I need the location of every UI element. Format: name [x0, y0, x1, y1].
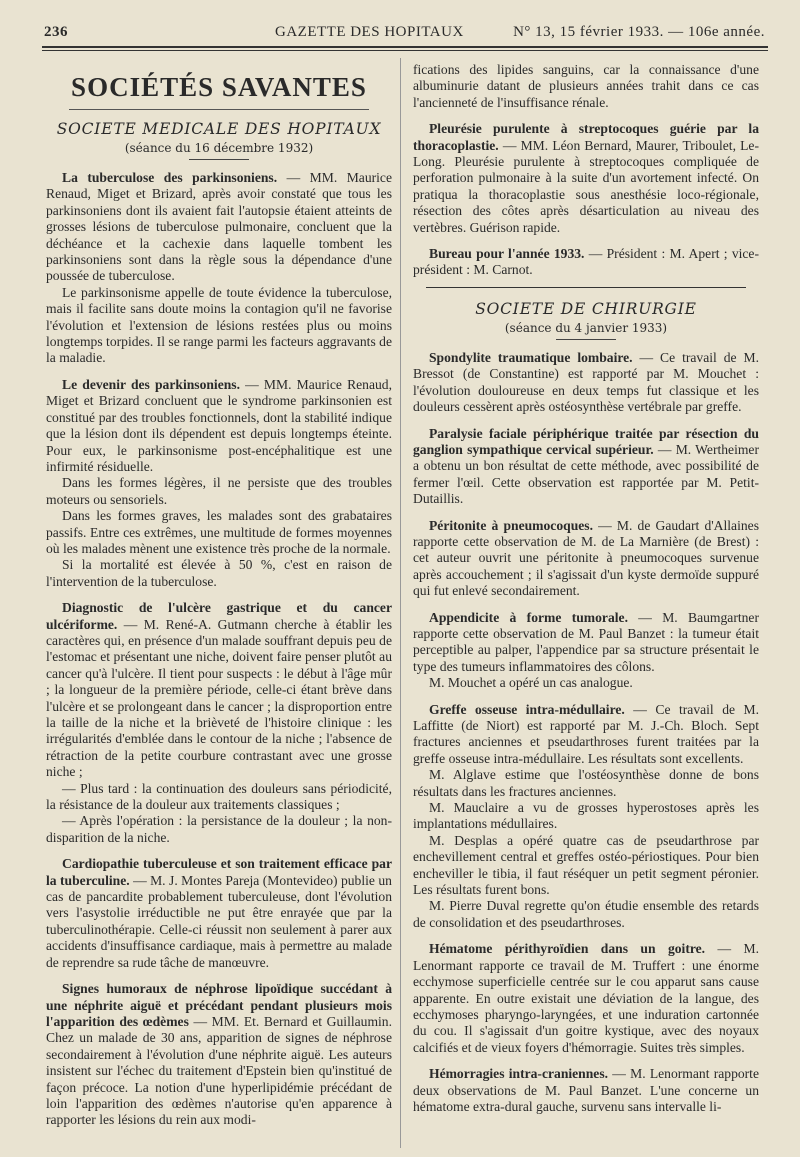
paragraph-title: Pleurésie purulente à streptocoques guérie par la thoracoplastie.	[413, 121, 759, 153]
header-rule-thin	[42, 50, 768, 51]
paragraph-text: Si la mortalité est élevée à 50 %, c'est en raison de l'intervention de la tuberculose.	[46, 557, 392, 589]
paragraph	[46, 781, 392, 814]
seance-date-2: (séance du 4 janvier 1933)	[504, 320, 668, 335]
paragraph-text: — MM. Maurice Renaud, Miget et Brizard concluent que le syndrome parkinsonien est constitué par des troubles fonctionnels, dont la stabilité indique que la lésion dont ils dépendent est depuis longtemps éteinte. Pour eux, le parkinsonisme post-encéphalitique est une infirmité résiduelle.	[46, 376, 392, 474]
paragraph	[46, 170, 392, 285]
paragraph	[413, 610, 759, 676]
paragraph	[46, 557, 392, 590]
paragraph-text: — M. Lenormant rapporte ce travail de M. Truffert : une énorme ecchymose superficielle centrée sur le cou apparut sans cause apparente. En outre existait une déviation de la langue, des ecchymoses pharyngo-laryngées, et une induration cartonnée du cou. Il s'agissait d'un goitre kystique, avec des noyaux calcifiés et de vieux foyers d'hémorragie. Suites très simples.	[413, 941, 759, 1055]
paragraph	[413, 518, 759, 600]
issue-info: N° 13, 15 février 1933. — 106e année.	[513, 24, 765, 40]
paragraph-title: Cardiopathie tuberculeuse et son traitement efficace par la tuberculine.	[46, 856, 392, 888]
paragraph-title: Péritonite à pneumocoques.	[429, 517, 593, 533]
paragraph-text: — M. de Gaudart d'Allaines rapporte cette observation de M. de La Marnière (de Brest) : cet auteur ouvrit une péritonite à pneumocoques survenue après accouchement ; il s'agissait d'un kyste dermoïde suppuré qui fut enlevé secondairement.	[413, 517, 759, 599]
paragraph	[413, 800, 759, 833]
society-title: SOCIETE MEDICALE DES HOPITAUX	[56, 120, 382, 138]
paragraph-text: — Président : M. Apert ; vice-président : M. Carnot.	[413, 246, 759, 278]
paragraph-text: — Après l'opération : la persistance de la douleur ; la non-disparition de la niche.	[46, 813, 392, 845]
section-rule	[69, 109, 369, 110]
paragraph-text: M. Alglave estime que l'ostéosynthèse donne de bons résultats dans les fractures anciennes.	[413, 767, 759, 799]
paragraph-text: — Plus tard : la continuation des douleurs sans périodicité, la résistance de la douleur aux traitements classiques ;	[46, 780, 392, 813]
paragraph	[413, 62, 759, 111]
paragraph-title: Hémorragies intra-craniennes.	[429, 1066, 609, 1082]
paragraph-text: M. Mouchet a opéré un cas analogue.	[429, 675, 633, 691]
seance-rule	[189, 159, 249, 160]
paragraph-text: Le parkinsonisme appelle de toute évidence la tuberculose, mais il facilite sans doute moins la contagion qu'il ne favorise l'évolution et l'extension de lésions restées plus ou moins longtemps torpides. Il se range parmi les facteurs aggravants de la maladie.	[46, 284, 392, 366]
left-column	[46, 62, 392, 1129]
right-top-paragraphs	[413, 62, 759, 279]
paragraph-title: Hématome périthyroïdien dans un goitre.	[429, 941, 706, 957]
paragraph-title: La tuberculose des parkinsoniens.	[62, 170, 278, 185]
paragraph-text: — MM. Et. Bernard et Guillaumin. Chez un malade de 30 ans, apparition de signes de néphrose secondairement à l'évolution d'une néphrite aiguë. Les auteurs insistent sur l'échec du traitement d'Epstein bien qu'institué de façon précoce. La notion d'une hyperlipidémie précédant de loin l'apparition des œdèmes n'autorise qu'en apparence à rapporter les lésions du rein aux modi-	[46, 1013, 392, 1128]
page-number: 236	[44, 24, 68, 40]
paragraph	[413, 1066, 759, 1115]
seance-rule-2	[556, 339, 616, 340]
paragraph	[413, 702, 759, 768]
paragraph-text: M. Mauclaire a vu de grosses hyperostoses après les implantations médullaires.	[413, 800, 759, 832]
paragraph	[46, 856, 392, 971]
paragraph-text: — MM. Léon Bernard, Maurer, Triboulet, Le-Long. Pleurésie purulente à streptocoques compliquée de perforation pulmonaire à la suite d'un avortement infecté. On pratiqua la thoracoplastie sous anesthésie loco-régionale, résection des côtes après désarticulation au niveau des vertèbres. Guérison rapide.	[413, 137, 759, 235]
paragraph-title: Bureau pour l'année 1933.	[429, 246, 585, 262]
paragraph-text: — M. J. Montes Pareja (Montevideo) publie un cas de pancardite probablement tuberculeuse, dont l'évolution vers l'asystolie irréductible ne put être enrayée que par la tuberculinothérapie. Celle-ci réussit non seulement à parer aux accidents d'insuffisance cardiaque, mais à permettre au malade de reprendre sa rude tâche de manœuvre.	[46, 872, 392, 970]
paragraph	[46, 981, 392, 1129]
paragraph	[46, 508, 392, 557]
paragraph	[413, 121, 759, 236]
paragraph-text: Dans les formes légères, il ne persiste que des troubles moteurs ou sensoriels.	[46, 475, 392, 507]
paragraph-text: Dans les formes graves, les malades sont des grabataires passifs. Entre ces extrêmes, une multitude de formes moyennes où les malades mènent une existence très proche de la normale.	[46, 508, 392, 556]
section-title: SOCIÉTÉS SAVANTES	[71, 72, 367, 102]
right-paragraphs	[413, 350, 759, 1115]
paragraph	[413, 246, 759, 279]
paragraph-title: Greffe osseuse intra-médullaire.	[429, 701, 625, 717]
paragraph-text: M. Desplas a opéré quatre cas de pseudarthrose par enchevillement central et greffes ostéo-périostiques. Pour bien encheviller le tibia, il faut réséquer un petit segment péronier. Les résultats furent bons.	[413, 832, 759, 898]
paragraph-text: M. Pierre Duval regrette qu'on étudie ensemble des retards de consolidation et des pseudarthroses.	[413, 898, 759, 930]
paragraph-title: Le devenir des parkinsoniens.	[62, 376, 240, 392]
column-divider	[400, 58, 401, 1148]
paragraph-text: — M. Lenormant rapporte deux observations de M. Paul Banzet. L'une concerne un hématome extra-dural gauche, survenu sans intervalle li-	[413, 1066, 759, 1114]
header-rule	[42, 46, 768, 48]
paragraph	[46, 600, 392, 780]
paragraph	[413, 941, 759, 1056]
left-paragraphs	[46, 170, 392, 1129]
paragraph-title: Appendicite à forme tumorale.	[429, 609, 628, 625]
paragraph-title: Spondylite traumatique lombaire.	[429, 349, 633, 365]
paragraph-text: — Ce travail de M. Bressot (de Constantine) est rapporté par M. Mouchet : l'évolution douloureuse en deux temps fut classique et les douleurs cessèrent après ostéosynthèse vertébrale par greffe.	[413, 349, 759, 415]
page-header	[30, 20, 770, 44]
paragraph	[413, 833, 759, 899]
paragraph-text: — Ce travail de M. Laffitte (de Niort) est rapporté par M. J.-Ch. Bloch. Sept fractures anciennes et pseudarthroses furent traitées par la greffe osseuse intra-médullaire. Les résultats sont excellents.	[413, 701, 759, 766]
society-title-2: SOCIETE DE CHIRURGIE	[475, 299, 697, 318]
paragraph	[413, 675, 759, 691]
society-separator	[426, 287, 746, 288]
paragraph-text: — MM. Maurice Renaud, Miget et Brizard, après avoir constaté que tous les parkinsoniens dont ils avaient fait l'autopsie étaient atteints de grosses lésions de tuberculose pulmonaire, concluent que la déchéance et la cachexie dans laquelle tombent les parkinsoniens sont dans la règle sous la dépendance d'une poussée de tuberculose.	[46, 170, 392, 284]
paragraph	[413, 767, 759, 800]
paragraph	[413, 426, 759, 508]
journal-title: GAZETTE DES HOPITAUX	[275, 24, 464, 40]
paragraph	[46, 377, 392, 475]
paragraph	[46, 475, 392, 508]
paragraph	[46, 813, 392, 846]
paragraph-text: — M. René-A. Gutmann cherche à établir les caractères qui, en présence d'un malade souffrant depuis peu de l'estomac et présentant une niche, doivent faire penser plutôt au cancer qu'à l'ulcère. Il tient pour suspects : le début à l'âge mûr ; la longueur de la première période, celle-ci étant brève dans l'ulcère et se prolongeant dans le cancer ; la disproportion entre la taille de la niche et la brièveté de l'histoire clinique : les irrégularités d'emblée dans le contour de la niche ; l'absence de rétraction de la petite courbure contrastant avec une grosse niche ;	[46, 616, 392, 780]
paragraph-text: — M. Baumgartner rapporte cette observation de M. Paul Banzet : la tumeur était perceptible au palper, l'appendice par sa structure présentait le type des tumeurs inflammatoires des côlons.	[413, 609, 759, 674]
paragraph	[413, 350, 759, 416]
seance-date: (séance du 16 décembre 1932)	[124, 141, 314, 155]
paragraph-title: Signes humoraux de néphrose lipoïdique succédant à une néphrite aiguë et précédant pendant plusieurs mois l'apparition des œdèmes	[46, 981, 392, 1029]
paragraph-text: fications des lipides sanguins, car la connaissance d'une albuminurie datant de plusieurs années trahit dans ce cas l'ancienneté de l'insuffisance rénale.	[413, 62, 759, 110]
paragraph	[46, 285, 392, 367]
right-column	[413, 62, 759, 1115]
paragraph	[413, 898, 759, 931]
paragraph-title: Paralysie faciale périphérique traitée par résection du ganglion sympathique cervical supérieur.	[413, 425, 759, 457]
paragraph-title: Diagnostic de l'ulcère gastrique et du cancer ulcériforme.	[46, 600, 392, 632]
paragraph-text: — M. Wertheimer a obtenu un bon résultat de cette méthode, avec possibilité de fermer l'œil. Cette observation est rapportée par M. Petit-Dutaillis.	[413, 441, 759, 507]
